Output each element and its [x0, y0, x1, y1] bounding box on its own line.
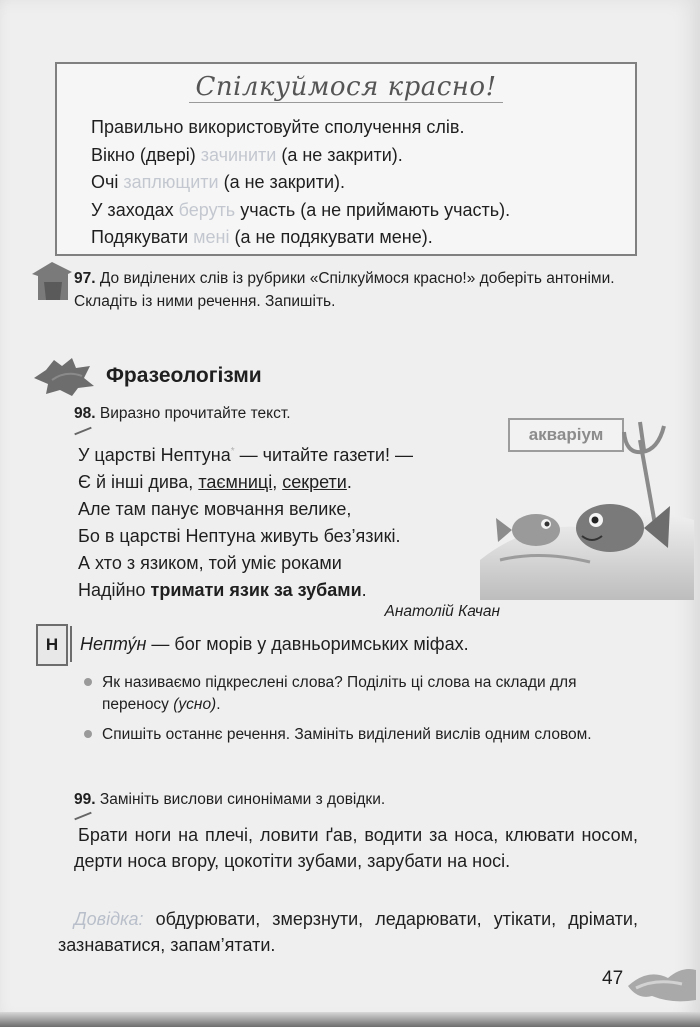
poem-line: У царстві Нептуна* — читайте газети! — — [78, 445, 413, 465]
vocabulary-word: акваріум — [508, 418, 624, 452]
task-98-heading: 98. Виразно прочитайте текст. — [74, 405, 291, 422]
note-divider — [70, 626, 72, 662]
section-title: Фразеологізми — [106, 364, 262, 387]
bullet-icon — [84, 678, 92, 686]
task-99-text: Брати ноги на плечі, ловити ґав, водити за носа, клювати носом, дерти носа вгору, цокотіти зубами, зарубати на носі. — [74, 825, 638, 871]
rule-box-title: Спілкуймося красно! — [57, 72, 635, 103]
rule-line: Подякувати мені (а не подякувати мене). — [91, 227, 433, 247]
rule-line: Очі заплющити (а не закрити). — [91, 172, 346, 192]
poem-line: Бо в царстві Нептуна живуть без’язикі. — [78, 526, 401, 546]
page-bottom-edge — [0, 1012, 700, 1027]
rule-box-lines — [91, 114, 510, 252]
task-97: 97. До виділених слів із рубрики «Спілкуймося красно!» доберіть антоніми. Складіть із ними речення. Запишіть. — [74, 270, 615, 310]
house-task-icon — [30, 260, 74, 302]
poem-line: Надійно тримати язик за зубами. — [78, 580, 367, 600]
list-item: Як називаємо підкреслені слова? Поділіть ці слова на склади для переносу (усно). — [80, 672, 635, 715]
rule-line: Вікно (двері) зачинити (а не закрити). — [91, 144, 403, 165]
question-list — [80, 672, 635, 755]
bullet-icon — [84, 730, 92, 738]
rule-line: Правильно використовуйте сполучення слів. — [91, 117, 465, 137]
section-leaf-icon — [32, 356, 96, 398]
poem-author: Анатолій Качан — [384, 603, 500, 620]
task-99-heading: 99. Замініть вислови синонімами з довідки. — [74, 791, 386, 808]
note-badge: Н — [36, 624, 68, 666]
rule-line: У заходах беруть участь (а не приймають участь). — [91, 199, 511, 220]
poem-line: Є й інші дива, таємниці, секрети. — [78, 472, 352, 492]
rule-box — [55, 62, 637, 256]
corner-decoration-icon — [622, 960, 698, 1004]
hint: Довідка: обдурювати, змерзнути, ледарювати, утікати, дрімати, зазнаватися, запам’ятати. — [58, 909, 638, 955]
poem-line: А хто з язиком, той уміє роками — [78, 553, 342, 573]
page-number: 47 — [602, 968, 624, 989]
note-text: Непту́н — бог морів у давньоримських міфах. — [80, 634, 469, 654]
fish-illustration — [470, 410, 694, 600]
poem-line: Але там панує мовчання велике, — [78, 499, 352, 519]
poem — [78, 438, 413, 604]
list-item: Спишіть останнє речення. Замініть виділений вислів одним словом. — [80, 724, 635, 746]
